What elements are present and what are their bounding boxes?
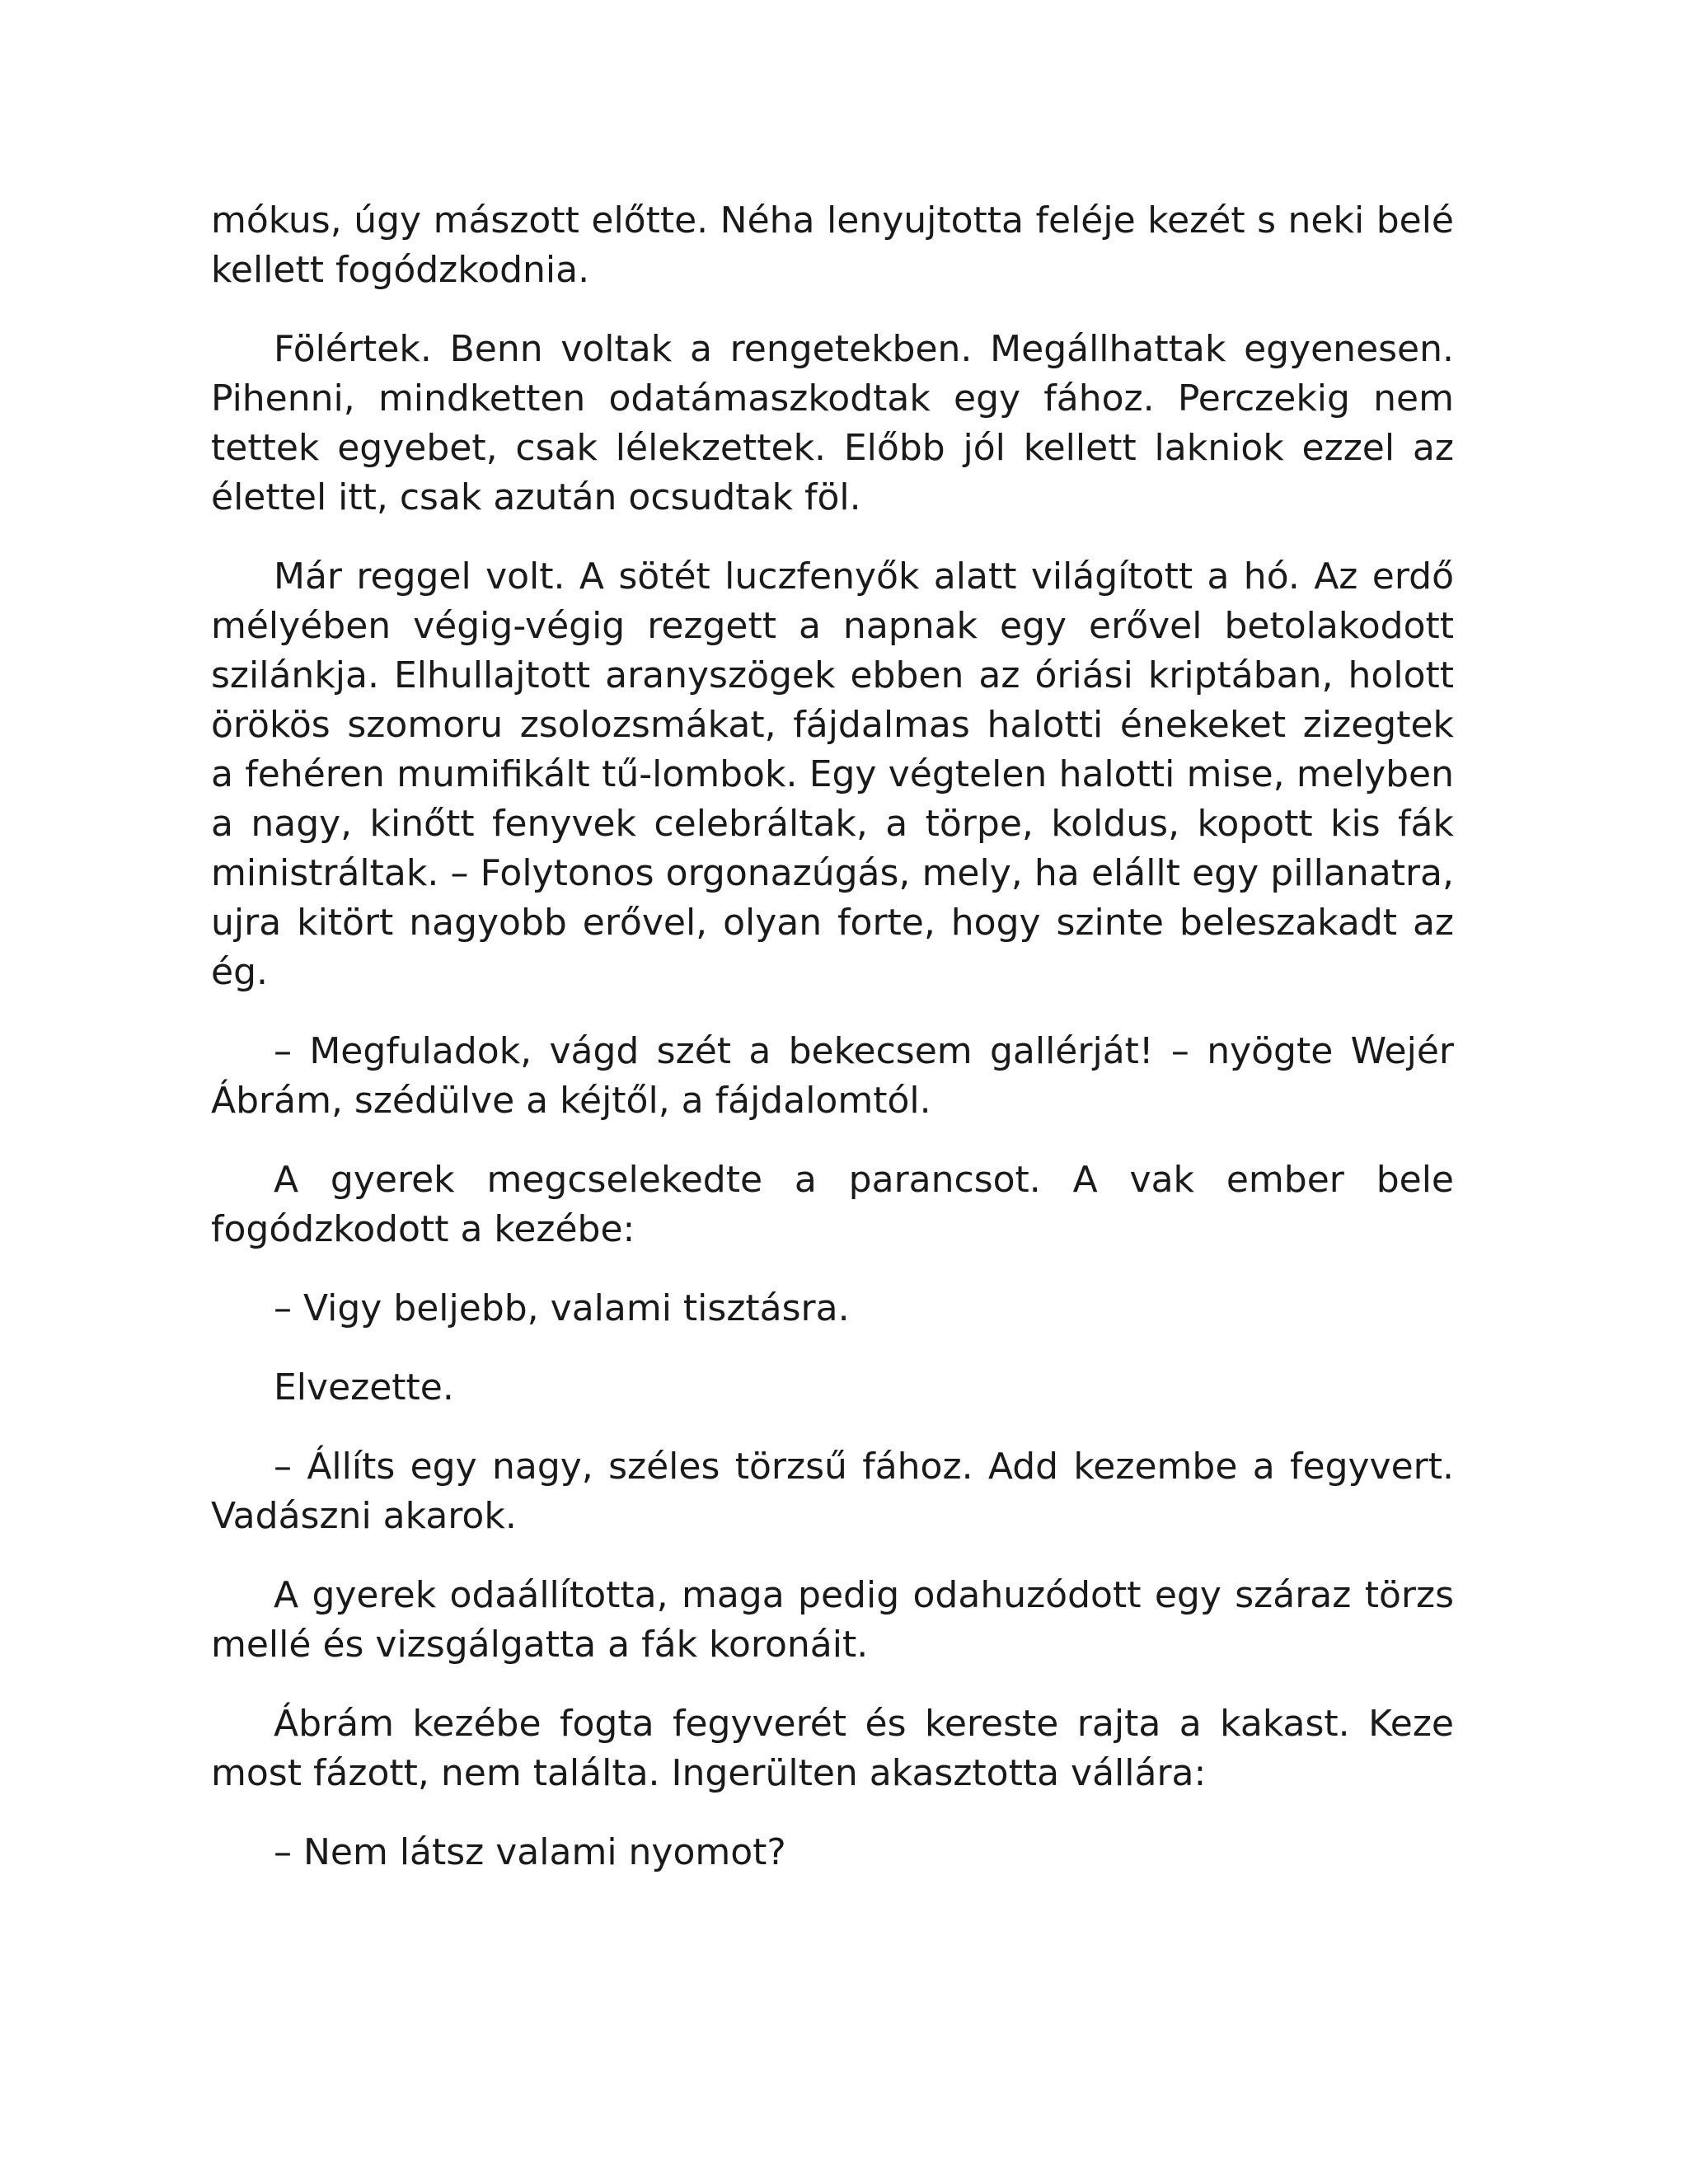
paragraph: Már reggel volt. A sötét luczfenyők alatt világított a hó. Az erdő mélyében végig-végig rezgett a napnak egy erővel betolakodott szilánkja. Elhullajtott aranyszögek ebben az óriási kriptában, holott örökös szomoru zsolozsmákat, fájdalmas halotti énekeket zizegtek a fehéren mumifikált tű-lombok. Egy végtelen halotti mise, melyben a nagy, kinőtt fenyvek celebráltak, a törpe, koldus, kopott kis fák ministráltak. – Folytonos orgonazúgás, mely, ha elállt egy pillanatra, ujra kitört nagyobb erővel, olyan forte, hogy szinte beleszakadt az ég. [211,555,1454,993]
paragraph-dialogue: – Megfuladok, vágd szét a bekecsem gallérját! – nyögte Wejér Ábrám, szédülve a kéjtől, a fájdalomtól. [211,1030,1454,1122]
paragraph: Elvezette. [274,1366,454,1408]
paragraph: Fölértek. Benn voltak a rengetekben. Megállhattak egyenesen. Pihenni, mindketten odatámaszkodtak egy fához. Perczekig nem tettek egyebet, csak lélekzettek. Előbb jól kellett lakniok ezzel az élettel itt, csak azután ocsudtak föl. [211,328,1454,518]
paragraph: Ábrám kezébe fogta fegyverét és kereste rajta a kakast. Keze most fázott, nem találta. Ingerülten akasztotta vállára: [211,1703,1454,1794]
paragraph: A gyerek megcselekedte a parancsot. A vak ember bele fogódzkodott a kezébe: [211,1159,1454,1250]
paragraph-continuation: mókus, úgy mászott előtte. Néha lenyujtotta feléje kezét s neki belé kellett fogódzkodnia. [211,199,1454,291]
paragraph: A gyerek odaállította, maga pedig odahuzódott egy száraz törzs mellé és vizsgálgatta a fák koronáit. [211,1574,1454,1666]
paragraph-dialogue: – Vigy beljebb, valami tisztásra. [274,1287,850,1329]
paragraph-dialogue: – Nem látsz valami nyomot? [274,1831,786,1873]
body-text [211,196,1454,1907]
paragraph-dialogue: – Állíts egy nagy, széles törzsű fához. Add kezembe a fegyvert. Vadászni akarok. [211,1446,1454,1537]
